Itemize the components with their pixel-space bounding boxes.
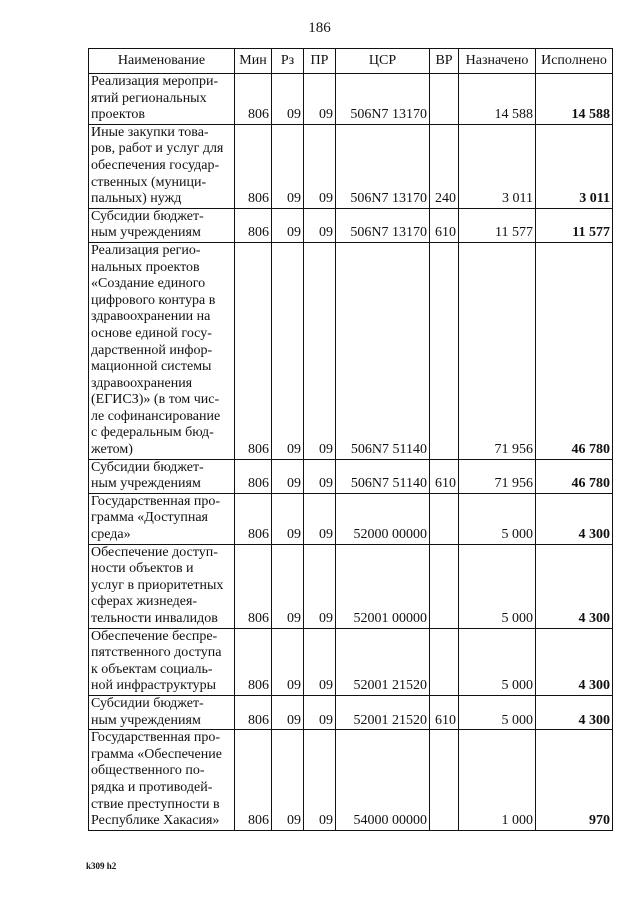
cell-assigned: 5 000 [459, 628, 536, 695]
header-pr: ПР [304, 49, 336, 74]
cell-pr: 09 [304, 74, 336, 125]
cell-name: Государственная про- грамма «Обеспечение общественного по- рядка и противодей- ствие преступности в Республике Хакасия» [89, 730, 235, 831]
cell-csr: 506N7 51140 [336, 242, 430, 459]
cell-executed: 46 780 [536, 459, 613, 493]
cell-assigned: 11 577 [459, 208, 536, 242]
cell-csr: 52000 00000 [336, 493, 430, 544]
cell-csr: 52001 00000 [336, 544, 430, 628]
header-vr: ВР [430, 49, 459, 74]
cell-name: Реализация регио- нальных проектов «Создание единого цифрового контура в здравоохранении на основе единой госу- дарственной инфор- мационной системы здравоохранения (ЕГИСЗ)» (в том чис- ле софинансирование с федеральным бюд- жетом) [89, 242, 235, 459]
table-body [89, 74, 613, 831]
cell-name: Субсидии бюджет- ным учреждениям [89, 695, 235, 729]
cell-csr: 506N7 13170 [336, 208, 430, 242]
table-row [89, 208, 613, 242]
table-row [89, 459, 613, 493]
cell-vr: 240 [430, 124, 459, 208]
header-csr: ЦСР [336, 49, 430, 74]
table-row [89, 74, 613, 125]
cell-pr: 09 [304, 730, 336, 831]
cell-executed: 4 300 [536, 695, 613, 729]
cell-vr: 610 [430, 459, 459, 493]
cell-vr: 610 [430, 208, 459, 242]
cell-assigned: 5 000 [459, 493, 536, 544]
cell-rz: 09 [272, 242, 304, 459]
cell-min: 806 [235, 208, 272, 242]
cell-name: Обеспечение доступ- ности объектов и услуг в приоритетных сферах жизнедея- тельности инвалидов [89, 544, 235, 628]
cell-csr: 52001 21520 [336, 695, 430, 729]
cell-vr [430, 493, 459, 544]
cell-name: Государственная про- грамма «Доступная среда» [89, 493, 235, 544]
cell-min: 806 [235, 493, 272, 544]
cell-vr [430, 730, 459, 831]
budget-table [88, 48, 613, 831]
cell-min: 806 [235, 730, 272, 831]
cell-pr: 09 [304, 695, 336, 729]
cell-pr: 09 [304, 493, 336, 544]
footer-code: k309 h2 [86, 861, 117, 871]
cell-assigned: 71 956 [459, 242, 536, 459]
cell-pr: 09 [304, 628, 336, 695]
cell-executed: 4 300 [536, 493, 613, 544]
page-number: 186 [308, 20, 331, 36]
table-row [89, 730, 613, 831]
header-assigned: Назначено [459, 49, 536, 74]
header-min: Мин [235, 49, 272, 74]
cell-assigned: 3 011 [459, 124, 536, 208]
cell-pr: 09 [304, 124, 336, 208]
cell-csr: 506N7 51140 [336, 459, 430, 493]
table-row [89, 695, 613, 729]
cell-name: Субсидии бюджет- ным учреждениям [89, 208, 235, 242]
cell-pr: 09 [304, 208, 336, 242]
cell-min: 806 [235, 695, 272, 729]
header-rz: Рз [272, 49, 304, 74]
cell-pr: 09 [304, 242, 336, 459]
cell-csr: 506N7 13170 [336, 124, 430, 208]
cell-assigned: 71 956 [459, 459, 536, 493]
cell-executed: 11 577 [536, 208, 613, 242]
cell-csr: 506N7 13170 [336, 74, 430, 125]
header-name: Наименование [89, 49, 235, 74]
header-row [89, 49, 613, 74]
cell-rz: 09 [272, 695, 304, 729]
table-row [89, 628, 613, 695]
table-row [89, 493, 613, 544]
cell-min: 806 [235, 74, 272, 125]
cell-name: Реализация меропри- ятий региональных проектов [89, 74, 235, 125]
cell-rz: 09 [272, 493, 304, 544]
cell-name: Субсидии бюджет- ным учреждениям [89, 459, 235, 493]
cell-vr [430, 242, 459, 459]
table-row [89, 544, 613, 628]
cell-executed: 4 300 [536, 628, 613, 695]
cell-min: 806 [235, 459, 272, 493]
cell-executed: 46 780 [536, 242, 613, 459]
cell-vr [430, 74, 459, 125]
cell-min: 806 [235, 628, 272, 695]
cell-min: 806 [235, 544, 272, 628]
header-executed: Исполнено [536, 49, 613, 74]
cell-rz: 09 [272, 544, 304, 628]
cell-assigned: 5 000 [459, 695, 536, 729]
cell-name: Иные закупки това- ров, работ и услуг для обеспечения государ- ственных (муници- пальных) нужд [89, 124, 235, 208]
cell-assigned: 1 000 [459, 730, 536, 831]
cell-rz: 09 [272, 208, 304, 242]
cell-vr: 610 [430, 695, 459, 729]
cell-pr: 09 [304, 459, 336, 493]
cell-csr: 52001 21520 [336, 628, 430, 695]
cell-executed: 970 [536, 730, 613, 831]
cell-executed: 14 588 [536, 74, 613, 125]
table-row [89, 124, 613, 208]
cell-executed: 4 300 [536, 544, 613, 628]
cell-rz: 09 [272, 459, 304, 493]
cell-rz: 09 [272, 730, 304, 831]
cell-csr: 54000 00000 [336, 730, 430, 831]
cell-rz: 09 [272, 124, 304, 208]
cell-name: Обеспечение беспре- пятственного доступа к объектам социаль- ной инфраструктуры [89, 628, 235, 695]
cell-vr [430, 544, 459, 628]
cell-min: 806 [235, 124, 272, 208]
cell-vr [430, 628, 459, 695]
cell-assigned: 5 000 [459, 544, 536, 628]
cell-pr: 09 [304, 544, 336, 628]
table-row [89, 242, 613, 459]
cell-rz: 09 [272, 628, 304, 695]
cell-rz: 09 [272, 74, 304, 125]
cell-assigned: 14 588 [459, 74, 536, 125]
cell-executed: 3 011 [536, 124, 613, 208]
cell-min: 806 [235, 242, 272, 459]
